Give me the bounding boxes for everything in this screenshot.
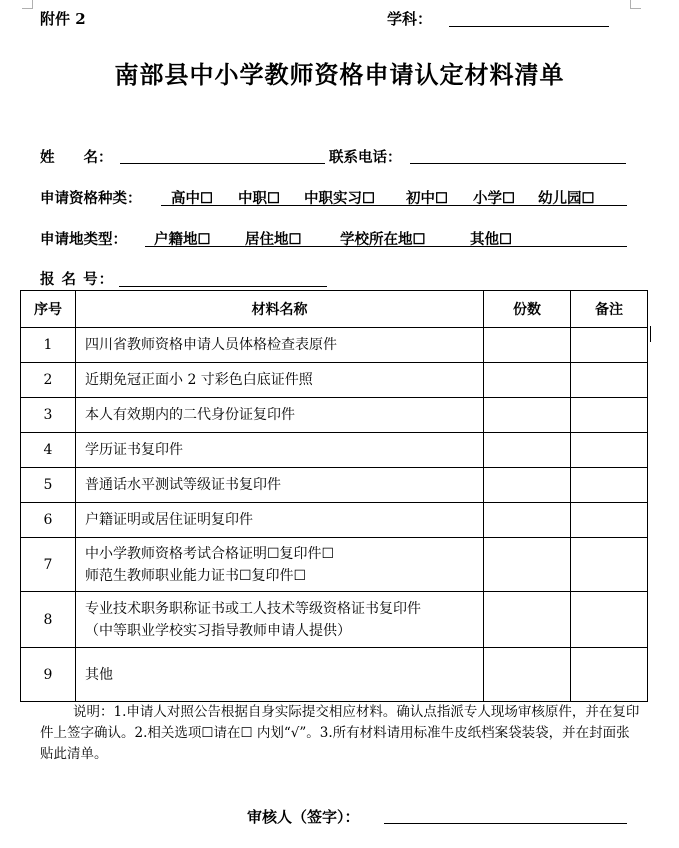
table-row bbox=[21, 398, 648, 433]
materials-table bbox=[20, 290, 648, 702]
location-type-label: 申请地类型： bbox=[40, 231, 127, 248]
reviewer-label: 审核人（签字）： bbox=[247, 808, 360, 826]
row-name-line2: 师范生教师职业能力证书☐复印件☐ bbox=[85, 567, 307, 584]
option-vocational-internship[interactable]: 中职实习☐ bbox=[304, 190, 375, 207]
table-row bbox=[21, 363, 648, 398]
row-name: 普通话水平测试等级证书复印件 bbox=[76, 468, 484, 503]
copies-cell[interactable] bbox=[484, 398, 571, 433]
name-label: 姓 名： bbox=[40, 149, 113, 166]
row-name: 近期免冠正面小 2 寸彩色白底证件照 bbox=[76, 363, 484, 398]
header-remarks: 备注 bbox=[571, 291, 648, 328]
table-row bbox=[21, 648, 648, 702]
subject-label: 学科： bbox=[387, 10, 433, 28]
header-no: 序号 bbox=[21, 291, 76, 328]
remarks-cell[interactable] bbox=[571, 363, 648, 398]
copies-cell[interactable] bbox=[484, 328, 571, 363]
copies-cell[interactable] bbox=[484, 433, 571, 468]
attachment-label: 附件 2 bbox=[40, 10, 86, 28]
phone-field[interactable] bbox=[410, 163, 626, 164]
remarks-cell[interactable] bbox=[571, 398, 648, 433]
subject-field[interactable] bbox=[449, 26, 609, 27]
corner-mark-left bbox=[22, 0, 33, 9]
row-name: 户籍证明或居住证明复印件 bbox=[76, 503, 484, 538]
remarks-cell[interactable] bbox=[571, 328, 648, 363]
phone-label: 联系电话： bbox=[329, 149, 402, 166]
row-no: 9 bbox=[21, 648, 76, 702]
row-name: 四川省教师资格申请人员体格检查表原件 bbox=[76, 328, 484, 363]
remarks-cell[interactable] bbox=[571, 503, 648, 538]
reviewer-signature-field[interactable] bbox=[384, 823, 627, 824]
header-name: 材料名称 bbox=[76, 291, 484, 328]
row-name-cell bbox=[76, 592, 484, 648]
option-primary[interactable]: 小学☐ bbox=[473, 190, 515, 207]
copies-cell[interactable] bbox=[484, 538, 571, 592]
row-no: 7 bbox=[21, 538, 76, 592]
name-field[interactable] bbox=[120, 163, 325, 164]
corner-mark-right bbox=[630, 0, 641, 9]
remarks-cell[interactable] bbox=[571, 538, 648, 592]
note-text: 说明：1.申请人对照公告根据自身实际提交相应材料。确认点指派专人现场审核原件，并在复印件上签字确认。2.相关选项☐请在☐ 内划“√”。3.所有材料请用标准牛皮纸档案袋装袋，并在封面张贴此清单。 bbox=[40, 704, 640, 762]
copies-cell[interactable] bbox=[484, 592, 571, 648]
row-no: 1 bbox=[21, 328, 76, 363]
remarks-cell[interactable] bbox=[571, 433, 648, 468]
copies-cell[interactable] bbox=[484, 468, 571, 503]
remarks-cell[interactable] bbox=[571, 592, 648, 648]
row-no: 2 bbox=[21, 363, 76, 398]
registration-field[interactable] bbox=[119, 286, 327, 287]
option-school-location[interactable]: 学校所在地☐ bbox=[340, 231, 426, 248]
remarks-cell[interactable] bbox=[571, 648, 648, 702]
table-header-row bbox=[21, 291, 648, 328]
row-name: 其他 bbox=[76, 648, 484, 702]
option-high-school[interactable]: 高中☐ bbox=[171, 190, 213, 207]
text-cursor bbox=[650, 326, 651, 342]
option-junior-high[interactable]: 初中☐ bbox=[406, 190, 448, 207]
row-no: 6 bbox=[21, 503, 76, 538]
option-vocational[interactable]: 中职☐ bbox=[238, 190, 280, 207]
row-name-cell bbox=[76, 538, 484, 592]
row-no: 5 bbox=[21, 468, 76, 503]
page-title: 南部县中小学教师资格申请认定材料清单 bbox=[114, 60, 565, 89]
table-row bbox=[21, 328, 648, 363]
copies-cell[interactable] bbox=[484, 648, 571, 702]
row-name: 中小学教师资格考试合格证明☐复印件☐ bbox=[85, 545, 335, 562]
row-no: 3 bbox=[21, 398, 76, 433]
row-name: 专业技术职务职称证书或工人技术等级资格证书复印件 bbox=[85, 600, 421, 617]
option-household[interactable]: 户籍地☐ bbox=[154, 231, 211, 248]
table-row bbox=[21, 592, 648, 648]
remarks-cell[interactable] bbox=[571, 468, 648, 503]
table-row bbox=[21, 468, 648, 503]
table-row bbox=[21, 538, 648, 592]
option-kindergarten[interactable]: 幼儿园☐ bbox=[538, 190, 595, 207]
row-no: 8 bbox=[21, 592, 76, 648]
row-name: 本人有效期内的二代身份证复印件 bbox=[76, 398, 484, 433]
table-row bbox=[21, 433, 648, 468]
copies-cell[interactable] bbox=[484, 503, 571, 538]
qualification-label: 申请资格种类： bbox=[40, 190, 142, 207]
option-other[interactable]: 其他☐ bbox=[470, 231, 512, 248]
row-name: 学历证书复印件 bbox=[76, 433, 484, 468]
option-residence[interactable]: 居住地☐ bbox=[245, 231, 302, 248]
registration-label: 报 名 号： bbox=[40, 271, 115, 288]
row-name-line2: （中等职业学校实习指导教师申请人提供） bbox=[85, 622, 351, 639]
table-row bbox=[21, 503, 648, 538]
copies-cell[interactable] bbox=[484, 363, 571, 398]
header-copies: 份数 bbox=[484, 291, 571, 328]
row-no: 4 bbox=[21, 433, 76, 468]
